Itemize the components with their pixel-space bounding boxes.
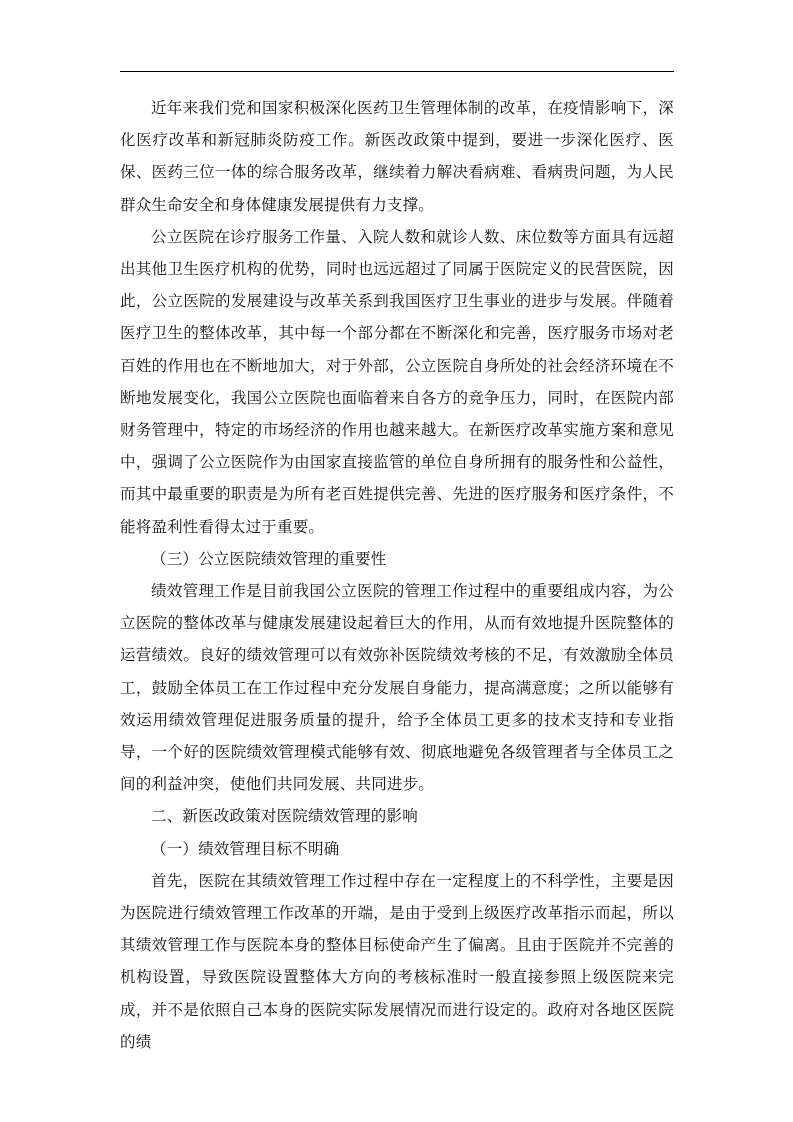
paragraph-intro: 近年来我们党和国家积极深化医药卫生管理体制的改革，在疫情影响下，深化医疗改革和新冠肺炎防疫工作。新医改政策中提到，要进一步深化医疗、医保、医药三位一体的综合服务改革，继续着力解决看病难、看病贵问题，为人民群众生命安全和身体健康发展提供有力支撑。 xyxy=(120,99,674,214)
paragraph-public-hospital: 公立医院在诊疗服务工作量、入院人数和就诊人数、床位数等方面具有远超出其他卫生医疗机构的优势，同时也远远超过了同属于医院定义的民营医院，因此，公立医院的发展建设与改革关系到我国医疗卫生事业的进步与发展。伴随着医疗卫生的整体改革，其中每一个部分都在不断深化和完善，医疗服务市场对老百姓的作用也在不断地加大，对于外部，公立医院自身所处的社会经济环境在不断地发展变化，我国公立医院也面临着来自各方的竞争压力，同时，在医院内部财务管理中，特定的市场经济的作用也越来越大。在新医疗改革实施方案和意见中，强调了公立医院作为由国家直接监管的单位自身所拥有的服务性和公益性，而其中最重要的职责是为所有老百姓提供完善、先进的医疗服务和医疗条件，不能将盈利性看得太过于重要。 xyxy=(120,227,674,536)
section-heading-importance: （三）公立医院绩效管理的重要性 xyxy=(151,549,387,568)
header-rule xyxy=(120,71,674,72)
section-heading-impact: 二、新医改政策对医院绩效管理的影响 xyxy=(151,807,418,826)
subsection-heading-goals: （一）绩效管理目标不明确 xyxy=(151,839,340,858)
document-body xyxy=(120,92,674,1058)
paragraph-goals: 首先，医院在其绩效管理工作过程中存在一定程度上的不科学性，主要是因为医院进行绩效管理工作改革的开端，是由于受到上级医疗改革指示而起，所以其绩效管理工作与医院本身的整体目标使命产生了偏离。且由于医院并不完善的机构设置，导致医院设置整体大方向的考核标准时一般直接参照上级医院来完成，并不是依照自己本身的医院实际发展情况而进行设定的。政府对各地区医院的绩 xyxy=(120,871,674,1051)
paragraph-performance-importance: 绩效管理工作是目前我国公立医院的管理工作过程中的重要组成内容，为公立医院的整体改革与健康发展建设起着巨大的作用，从而有效地提升医院整体的运营绩效。良好的绩效管理可以有效弥补医院绩效考核的不足，有效激励全体员工，鼓励全体员工在工作过程中充分发展自身能力，提高满意度；之所以能够有效运用绩效管理促进服务质量的提升，给予全体员工更多的技术支持和专业指导，一个好的医院绩效管理模式能够有效、彻底地避免各级管理者与全体员工之间的利益冲突，使他们共同发展、共同进步。 xyxy=(120,582,674,794)
